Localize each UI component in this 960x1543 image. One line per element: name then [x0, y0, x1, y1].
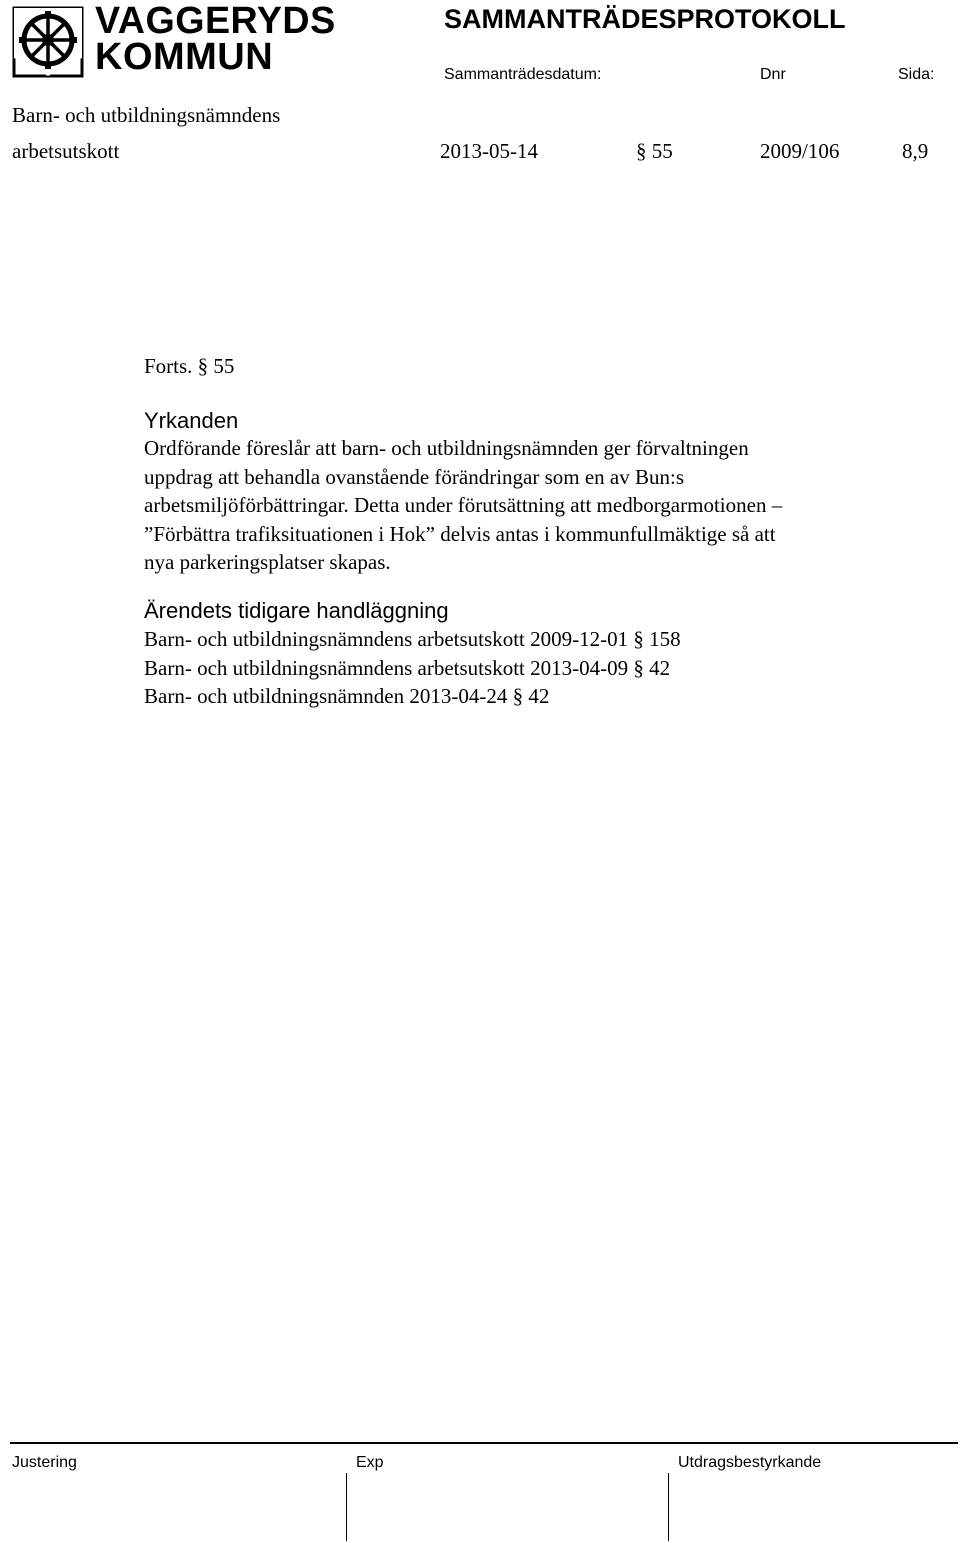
footer-divider [10, 1442, 958, 1444]
document-title: SAMMANTRÄDESPROTOKOLL [444, 4, 846, 34]
footer-utdragsbestyrkande-label: Utdragsbestyrkande [678, 1454, 822, 1471]
case-number-value: 2009/106 [760, 139, 840, 163]
page-value: 8,9 [902, 139, 929, 163]
section-heading-tidigare-handlaggning: Ärendets tidigare handläggning [144, 598, 449, 623]
paragraph-number: § 55 [636, 139, 673, 163]
yrkanden-paragraph [144, 434, 864, 577]
municipality-name: VAGGERYDS [95, 0, 336, 42]
municipality-type: KOMMUN [95, 36, 274, 78]
wagon-wheel-crest-icon [12, 6, 84, 78]
text-line: nya parkeringsplatser skapas. [144, 550, 391, 575]
list-item: Barn- och utbildningsnämnden 2013-04-24 § 42 [144, 684, 550, 709]
text-line: uppdrag att behandla ovanstående förändringar som en av Bun:s [144, 464, 685, 489]
section-heading-yrkanden: Yrkanden [144, 408, 239, 433]
page-label: Sida: [898, 66, 935, 83]
continuation-label: Forts. § 55 [144, 354, 235, 378]
list-item: Barn- och utbildningsnämndens arbetsutskott 2013-04-09 § 42 [144, 655, 671, 680]
meeting-date-value: 2013-05-14 [440, 139, 538, 163]
case-number-label: Dnr [760, 66, 786, 83]
footer-exp-label: Exp [356, 1454, 384, 1471]
text-line: ”Förbättra trafiksituationen i Hok” delvis antas i kommunfullmäktige så att [144, 521, 776, 546]
footer-signature-divider [346, 1473, 347, 1541]
text-line: arbetsmiljöförbättringar. Detta under förutsättning att medborgarmotionen – [144, 493, 783, 518]
body-name-line1: Barn- och utbildningsnämndens [12, 103, 281, 127]
footer-justering-label: Justering [12, 1454, 77, 1471]
text-line: Ordförande föreslår att barn- och utbildningsnämnden ger förvaltningen [144, 436, 749, 460]
list-item: Barn- och utbildningsnämndens arbetsutskott 2009-12-01 § 158 [144, 627, 681, 651]
handlaggning-list [144, 625, 864, 711]
footer-signature-divider [668, 1473, 669, 1541]
meeting-date-label: Sammanträdesdatum: [444, 66, 602, 83]
body-name-line2: arbetsutskott [12, 139, 120, 163]
